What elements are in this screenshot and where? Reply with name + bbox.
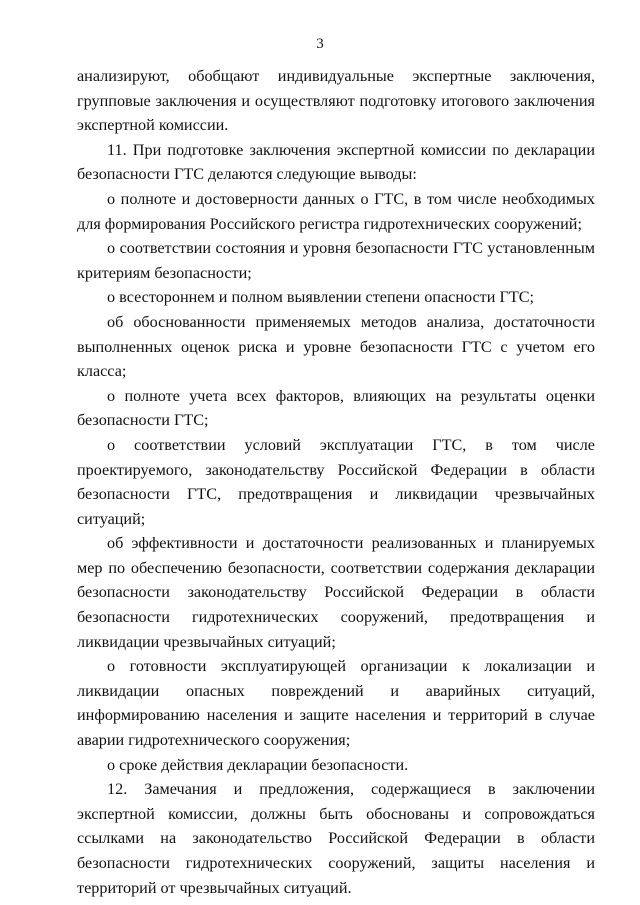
page-number: 3: [316, 36, 324, 52]
paragraph-conclusion-validity: о сроке действия декларации безопасности.: [107, 755, 409, 774]
paragraph-conclusion-readiness: о готовности эксплуатирующей организации к локализации и ликвидации опасных повреждений и аварийных ситуаций, информированию населения и защите населения и территорий в случае аварии гидротехнического сооружения;: [77, 657, 595, 750]
paragraph-item-11: 11. При подготовке заключения экспертной комиссии по декларации безопасности ГТС делаются следующие выводы:: [77, 140, 595, 184]
paragraph-conclusion-compliance: о соответствии состояния и уровня безопасности ГТС установленным критериям безопасности;: [77, 239, 595, 282]
paragraph-conclusion-factors: о полноте учета всех факторов, влияющих на результаты оценки безопасности ГТС;: [77, 386, 595, 430]
paragraph-conclusion-methods: об обоснованности применяемых методов анализа, достаточности выполненных оценок риска и уровне безопасности ГТС с учетом его класса;: [77, 312, 595, 381]
paragraph-conclusion-hazard: о всестороннем и полном выявлении степени опасности ГТС;: [107, 288, 535, 307]
document-body: [77, 64, 595, 900]
paragraph-item-12: 12. Замечания и предложения, содержащиеся в заключении экспертной комиссии, должны быть обоснованы и сопровождаться ссылками на законодательство Российской Федерации в области безопасности гидротехнических сооружений, защиты населения и территорий от чрезвычайных ситуаций.: [77, 780, 595, 897]
paragraph-conclusion-completeness: о полноте и достоверности данных о ГТС, в том числе необходимых для формирования Российского регистра гидротехнических сооружений;: [77, 189, 595, 233]
paragraph-conclusion-measures: об эффективности и достаточности реализованных и планируемых мер по обеспечению безопасности, соответствии содержания декларации безопасности законодательству Российской Федерации в области безопасности гидротехнических сооружений, предотвращения и ликвидации чрезвычайных ситуаций;: [77, 534, 595, 651]
paragraph-continuation: анализируют, обобщают индивидуальные экспертные заключения, групповые заключения и осуществляют подготовку итогового заключения экспертной комиссии.: [77, 67, 595, 135]
paragraph-conclusion-operation: о соответствии условий эксплуатации ГТС, в том числе проектируемого, законодательству Российской Федерации в области безопасности ГТС, предотвращения и ликвидации чрезвычайных ситуаций;: [77, 435, 595, 528]
